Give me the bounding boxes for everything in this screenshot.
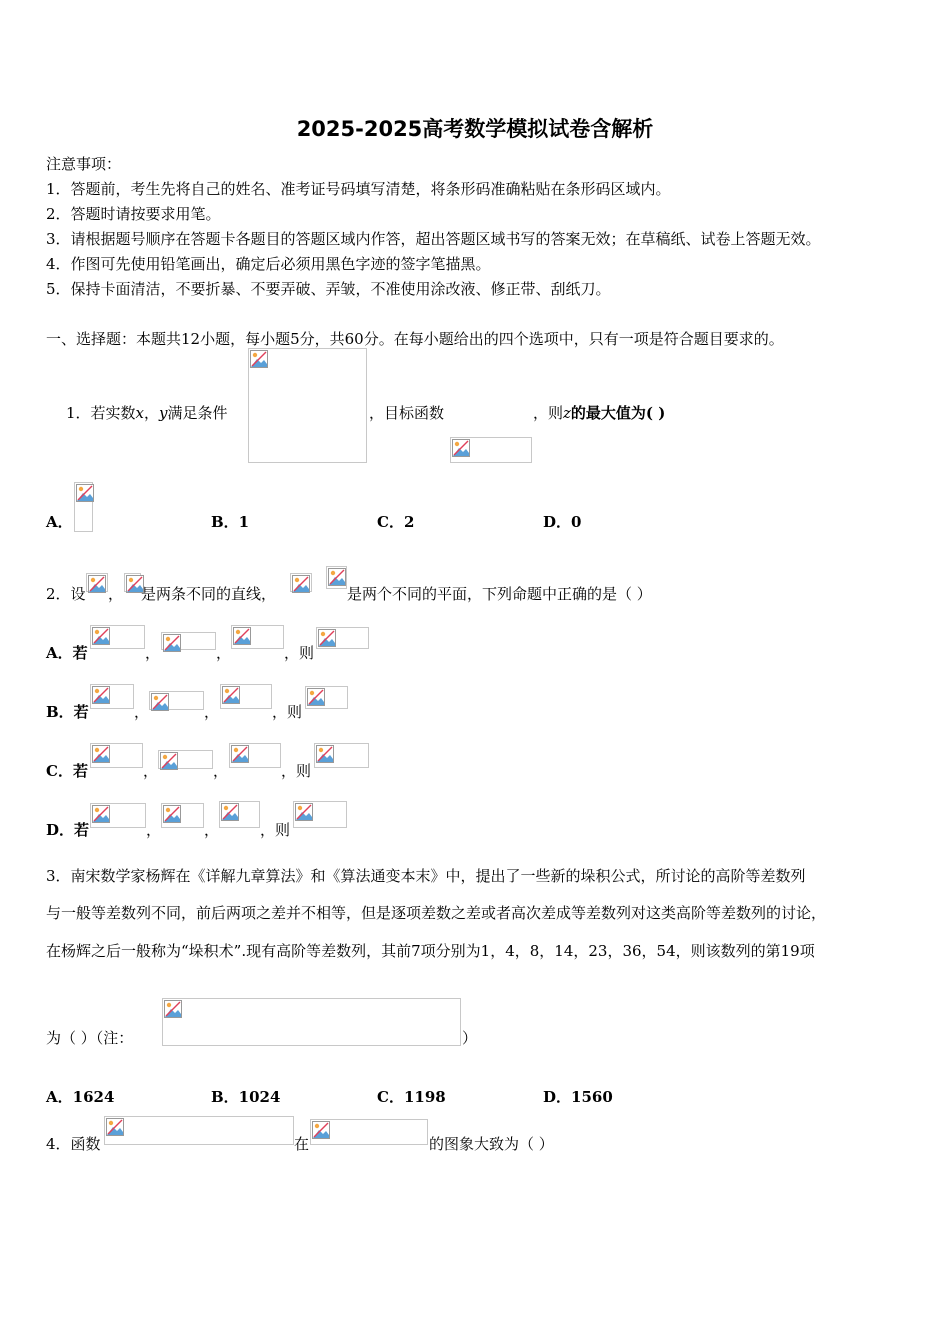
q3-line: 为（ ）（注： <box>46 1029 134 1047</box>
formula-note-image <box>162 998 461 1046</box>
formula-image <box>231 625 284 649</box>
formula-image <box>149 691 204 710</box>
broken-image-icon <box>222 686 240 704</box>
broken-image-icon <box>452 439 470 457</box>
formula-image <box>158 750 213 769</box>
formula-image <box>316 627 369 649</box>
q1-option-a: A． <box>46 513 73 531</box>
formula-image <box>326 566 347 589</box>
formula-image <box>124 573 141 592</box>
q3-option-d: D．1560 <box>543 1088 613 1106</box>
formula-image <box>90 803 146 828</box>
separator: ， <box>213 762 229 780</box>
broken-image-icon <box>164 1000 182 1018</box>
then-label: ，则 <box>272 703 303 721</box>
constraint-image <box>248 348 367 463</box>
q2-comma: ， <box>108 585 124 603</box>
section-heading: 一、选择题：本题共12小题，每小题5分，共60分。在每小题给出的四个选项中，只有一项是符合题目要求的。 <box>46 330 784 348</box>
formula-image <box>90 743 143 768</box>
broken-image-icon <box>92 805 110 823</box>
formula-image <box>90 625 145 649</box>
broken-image-icon <box>250 350 268 368</box>
q2-option-b: B．若 <box>46 703 89 721</box>
q1-question-end: ，则z的最大值为( ) <box>533 404 666 422</box>
q1-option-d: D．0 <box>543 513 582 531</box>
broken-image-icon <box>307 688 325 706</box>
separator: ， <box>145 644 161 662</box>
q4-stem-mid: 在 <box>294 1135 310 1153</box>
formula-image <box>220 684 272 709</box>
q2-option-d: D．若 <box>46 821 90 839</box>
broken-image-icon <box>318 629 336 647</box>
notice-item: 3．请根据题号顺序在答题卡各题目的答题区域内作答，超出答题区域书写的答案无效；在草稿纸、试卷上答题无效。 <box>46 230 821 248</box>
interval-image <box>310 1119 428 1145</box>
formula-image <box>86 573 108 592</box>
broken-image-icon <box>106 1118 124 1136</box>
broken-image-icon <box>92 686 110 704</box>
formula-image <box>305 686 348 709</box>
separator: ， <box>204 821 220 839</box>
formula-image <box>161 632 216 650</box>
notice-item: 5．保持卡面清洁，不要折暴、不要弄破、弄皱，不准使用涂改液、修正带、刮纸刀。 <box>46 280 611 298</box>
q3-option-b: B．1024 <box>211 1088 281 1106</box>
q2-option-a: A．若 <box>46 644 88 662</box>
q2-stem-end: 是两个不同的平面，下列命题中正确的是（ ） <box>347 585 652 603</box>
broken-image-icon <box>92 627 110 645</box>
separator: ， <box>216 644 232 662</box>
q2-option-c: C．若 <box>46 762 88 780</box>
q3-line: 与一般等差数列不同，前后两项之差并不相等，但是逐项差数之差或者高次差成等差数列对这类高阶等差数列的讨论， <box>46 904 827 922</box>
broken-image-icon <box>88 575 106 593</box>
broken-image-icon <box>316 745 334 763</box>
separator: ， <box>204 703 220 721</box>
q1-option-c: C．2 <box>377 513 415 531</box>
function-image <box>104 1116 294 1145</box>
formula-image <box>219 801 260 828</box>
broken-image-icon <box>76 484 94 502</box>
broken-image-icon <box>160 752 178 770</box>
formula-image <box>290 573 312 592</box>
notice-item: 4．作图可先使用铅笔画出，确定后必须用黑色字迹的签字笔描黑。 <box>46 255 491 273</box>
then-label: ，则 <box>281 762 312 780</box>
objective-function-image <box>450 437 532 463</box>
q1-option-b: B．1 <box>211 513 250 531</box>
broken-image-icon <box>233 627 251 645</box>
q3-line: 在杨辉之后一般称为“垛积术”.现有高阶等差数列，其前7项分别为1，4，8，14，23，36，54，则该数列的第19项 <box>46 942 815 960</box>
then-label: ，则 <box>260 821 291 839</box>
broken-image-icon <box>292 575 310 593</box>
broken-image-icon <box>221 803 239 821</box>
broken-image-icon <box>231 745 249 763</box>
broken-image-icon <box>163 634 181 652</box>
notice-item: 2．答题时请按要求用笔。 <box>46 205 221 223</box>
formula-image <box>293 801 347 828</box>
q2-stem-start: 2．设 <box>46 585 86 603</box>
q2-stem-mid: 是两条不同的直线， <box>141 585 277 603</box>
broken-image-icon <box>163 805 181 823</box>
q3-line: 3．南宋数学家杨辉在《详解九章算法》和《算法通变本末》中，提出了一些新的垛积公式，所讨论的高阶等差数列 <box>46 867 806 885</box>
separator: ， <box>134 703 150 721</box>
broken-image-icon <box>295 803 313 821</box>
separator: ， <box>143 762 159 780</box>
formula-image <box>90 684 134 709</box>
broken-image-icon <box>328 568 346 586</box>
broken-image-icon <box>92 745 110 763</box>
q3-option-a: A．1624 <box>46 1088 115 1106</box>
q3-option-c: C．1198 <box>377 1088 446 1106</box>
q4-stem-end: 的图象大致为（ ） <box>429 1135 554 1153</box>
formula-image <box>229 743 281 768</box>
q1-objective-label: ，目标函数 <box>369 404 445 422</box>
notice-heading: 注意事项： <box>46 155 122 173</box>
q3-line-end: ） <box>462 1029 478 1047</box>
separator: ， <box>146 821 162 839</box>
broken-image-icon <box>151 693 169 711</box>
q4-stem-start: 4．函数 <box>46 1135 101 1153</box>
broken-image-icon <box>312 1121 330 1139</box>
then-label: ，则 <box>284 644 315 662</box>
notice-item: 1．答题前，考生先将自己的姓名、准考证号码填写清楚，将条形码准确粘贴在条形码区域内。 <box>46 180 671 198</box>
page-title: 2025-2025高考数学模拟试卷含解析 <box>296 117 654 141</box>
q1-stem: 1．若实数x，y满足条件 <box>66 404 228 422</box>
formula-image <box>161 803 204 828</box>
option-a-image <box>74 482 93 532</box>
formula-image <box>314 743 369 768</box>
